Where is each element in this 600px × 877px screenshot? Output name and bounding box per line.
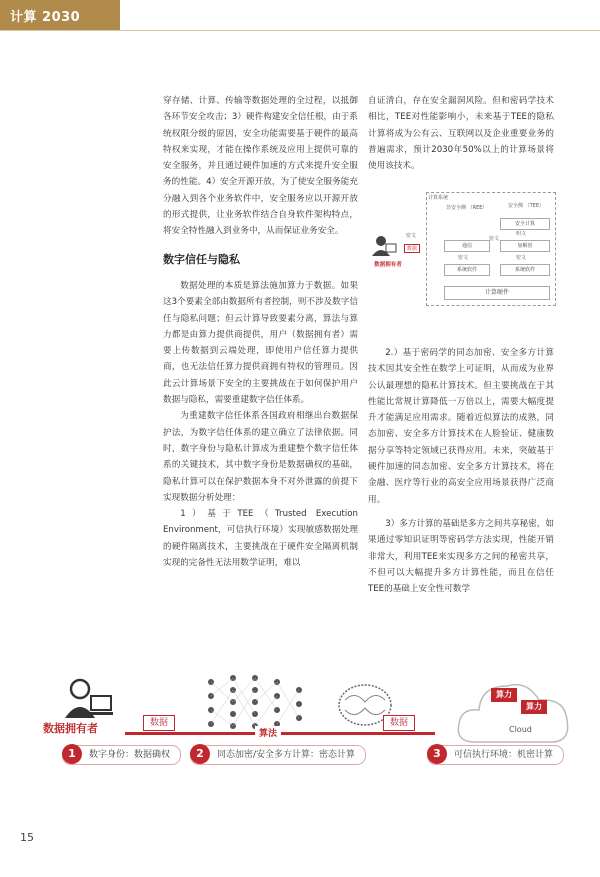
middle-cipher-tag: 密文	[489, 236, 500, 242]
right-paragraph-2: 2.）基于密码学的同态加密、安全多方计算技术因其安全性在数学上可证明，从而成为业界公认最理想的隐私计算技术。但主要挑战在于其性能比常规计算降低一万倍以上，需要大幅度提升才能满足应用需求。随着近似算法的成熟，同态加密、安全多方计算技术在人脸验证、健康数据分享等特定领域已获得应用。未来，突破基于硬件加速的同态加密、安全多方计算技术，将在金融、医疗等行业的高安全应用场景获得广泛商用。	[368, 348, 554, 505]
ree-cipher-tag: 密文	[458, 255, 469, 261]
tee-diagram	[366, 190, 556, 310]
decrypt-box: 加解密	[500, 240, 550, 252]
diagram-cipher-tag: 密文	[406, 233, 417, 239]
cloud-label: Cloud	[509, 725, 532, 734]
secure-compute-box: 安全计算	[500, 218, 550, 230]
step-1-text: 数字身份：数据确权	[89, 750, 171, 760]
step-2-number: 2	[190, 744, 210, 764]
data-tag-left: 数据	[143, 715, 175, 731]
step-3	[427, 745, 564, 765]
section-title: 数字信任与隐私	[163, 252, 240, 266]
left-paragraph-1: 穿存储、计算、传输等数据处理的全过程，以抵御各环节安全攻击；3）硬件构建安全信任根，由于系统权限分级的原因，安全功能需要基于硬件的最高特权来实现，才能在操作系统及应用上提供可靠的安全服务，并且通过硬件加速的方式来提升安全服务的性能。4）安全开源开放，为了使安全服务能充分融入到各个业务软件中，安全服务应以开源开放的形式提供，让业务软件结合自身软件架构特点，将安全特性融入到业务中，从而保证业务安全。	[163, 96, 358, 237]
cloud-icon	[455, 672, 573, 752]
tee-label: 安全侧 （TEE）	[508, 203, 544, 209]
step-3-number: 3	[427, 744, 447, 764]
compute-hardware-box: 计算硬件	[444, 286, 550, 300]
page-number: 15	[20, 831, 34, 844]
step-1	[62, 745, 181, 765]
right-paragraph-1: 自证清白，存在安全漏洞风险。但和密码学技术相比，TEE对性能影响小，未来基于TEE的隐私计算将成为公有云、互联网以及企业重要业务的普遍需求，预计2030年50%以上的计算场景将使用该技术。	[368, 96, 554, 172]
chapter-title: 计算 2030	[10, 10, 81, 25]
diagram-owner-label: 数据拥有者	[374, 262, 402, 268]
compute-chip-1: 算力	[491, 688, 517, 702]
left-paragraph-2: 数据处理的本质是算法施加算力于数据。如果这3个要素全部由数据所有者控制，则不涉及数字信任与隐私问题；但云计算导致要素分离，算法与算力都是由算力提供商提供，用户（数据拥有者）需要上传数据到云端处理，即使用户信任算力提供商，也无法信任算力提供商拥有特权的管理员。因此云计算场景下安全的主要挑战在于如何保护用户数据与隐私，需要重建数字信任体系。	[163, 280, 358, 406]
data-owner-icon	[63, 678, 115, 720]
step-3-text: 可信执行环境：机密计算	[454, 750, 554, 760]
step-2	[190, 745, 366, 765]
left-paragraph-3: 为重建数字信任体系各国政府相继出台数据保护法，为数字信任体系的建立确立了法律依据。同时，数字身份与隐私计算成为重建整个数字信任体系的关键技术，其中数字身份是数据确权的基础，隐私计算可以在保护数据本身不对外泄露的前提下实现数据分析处理：	[163, 411, 358, 503]
left-column	[163, 93, 358, 571]
sys-software-tee-box: 系统软件	[500, 264, 550, 276]
data-tag-right: 数据	[383, 715, 415, 731]
compute-chip-2: 算力	[521, 700, 547, 714]
illus-owner-label: 数据拥有者	[43, 722, 98, 735]
owner-icon	[370, 234, 398, 258]
diagram-data-tag: 数据	[404, 244, 420, 253]
header-divider	[0, 30, 600, 31]
ree-label: 非安全侧 （REE）	[446, 205, 488, 211]
compute-system-label: 计算系统	[428, 195, 449, 201]
step-1-number: 1	[62, 744, 82, 764]
right-column-top	[368, 93, 554, 174]
header-bar	[0, 0, 120, 30]
tee-cipher-tag: 密文	[516, 255, 527, 261]
left-paragraph-4: 1）基于TEE（Trusted Execution Environment，可信执行环境）实现敏感数据处理的硬件隔离技术，主要挑战在于硬件安全隔离机制实现的完备性无法用数学证明，难以	[163, 509, 358, 569]
tee-plain-tag: 明文	[516, 231, 527, 237]
right-column-bottom	[368, 345, 554, 597]
right-paragraph-3: 3）多方计算的基础是多方之间共享秘密，如果通过零知识证明等密码学方法实现，性能开销非常大，利用TEE来实现多方之间的秘密共享，不但可以大幅提升多方计算性能，而且在信任TEE的基础上安全性可数学	[368, 518, 554, 595]
algorithm-label: 算法	[255, 726, 281, 739]
step-2-text: 同态加密/安全多方计算：密态计算	[217, 750, 356, 760]
sys-software-ree-box: 系统软件	[444, 264, 490, 276]
comm-box: 通信	[444, 240, 490, 252]
